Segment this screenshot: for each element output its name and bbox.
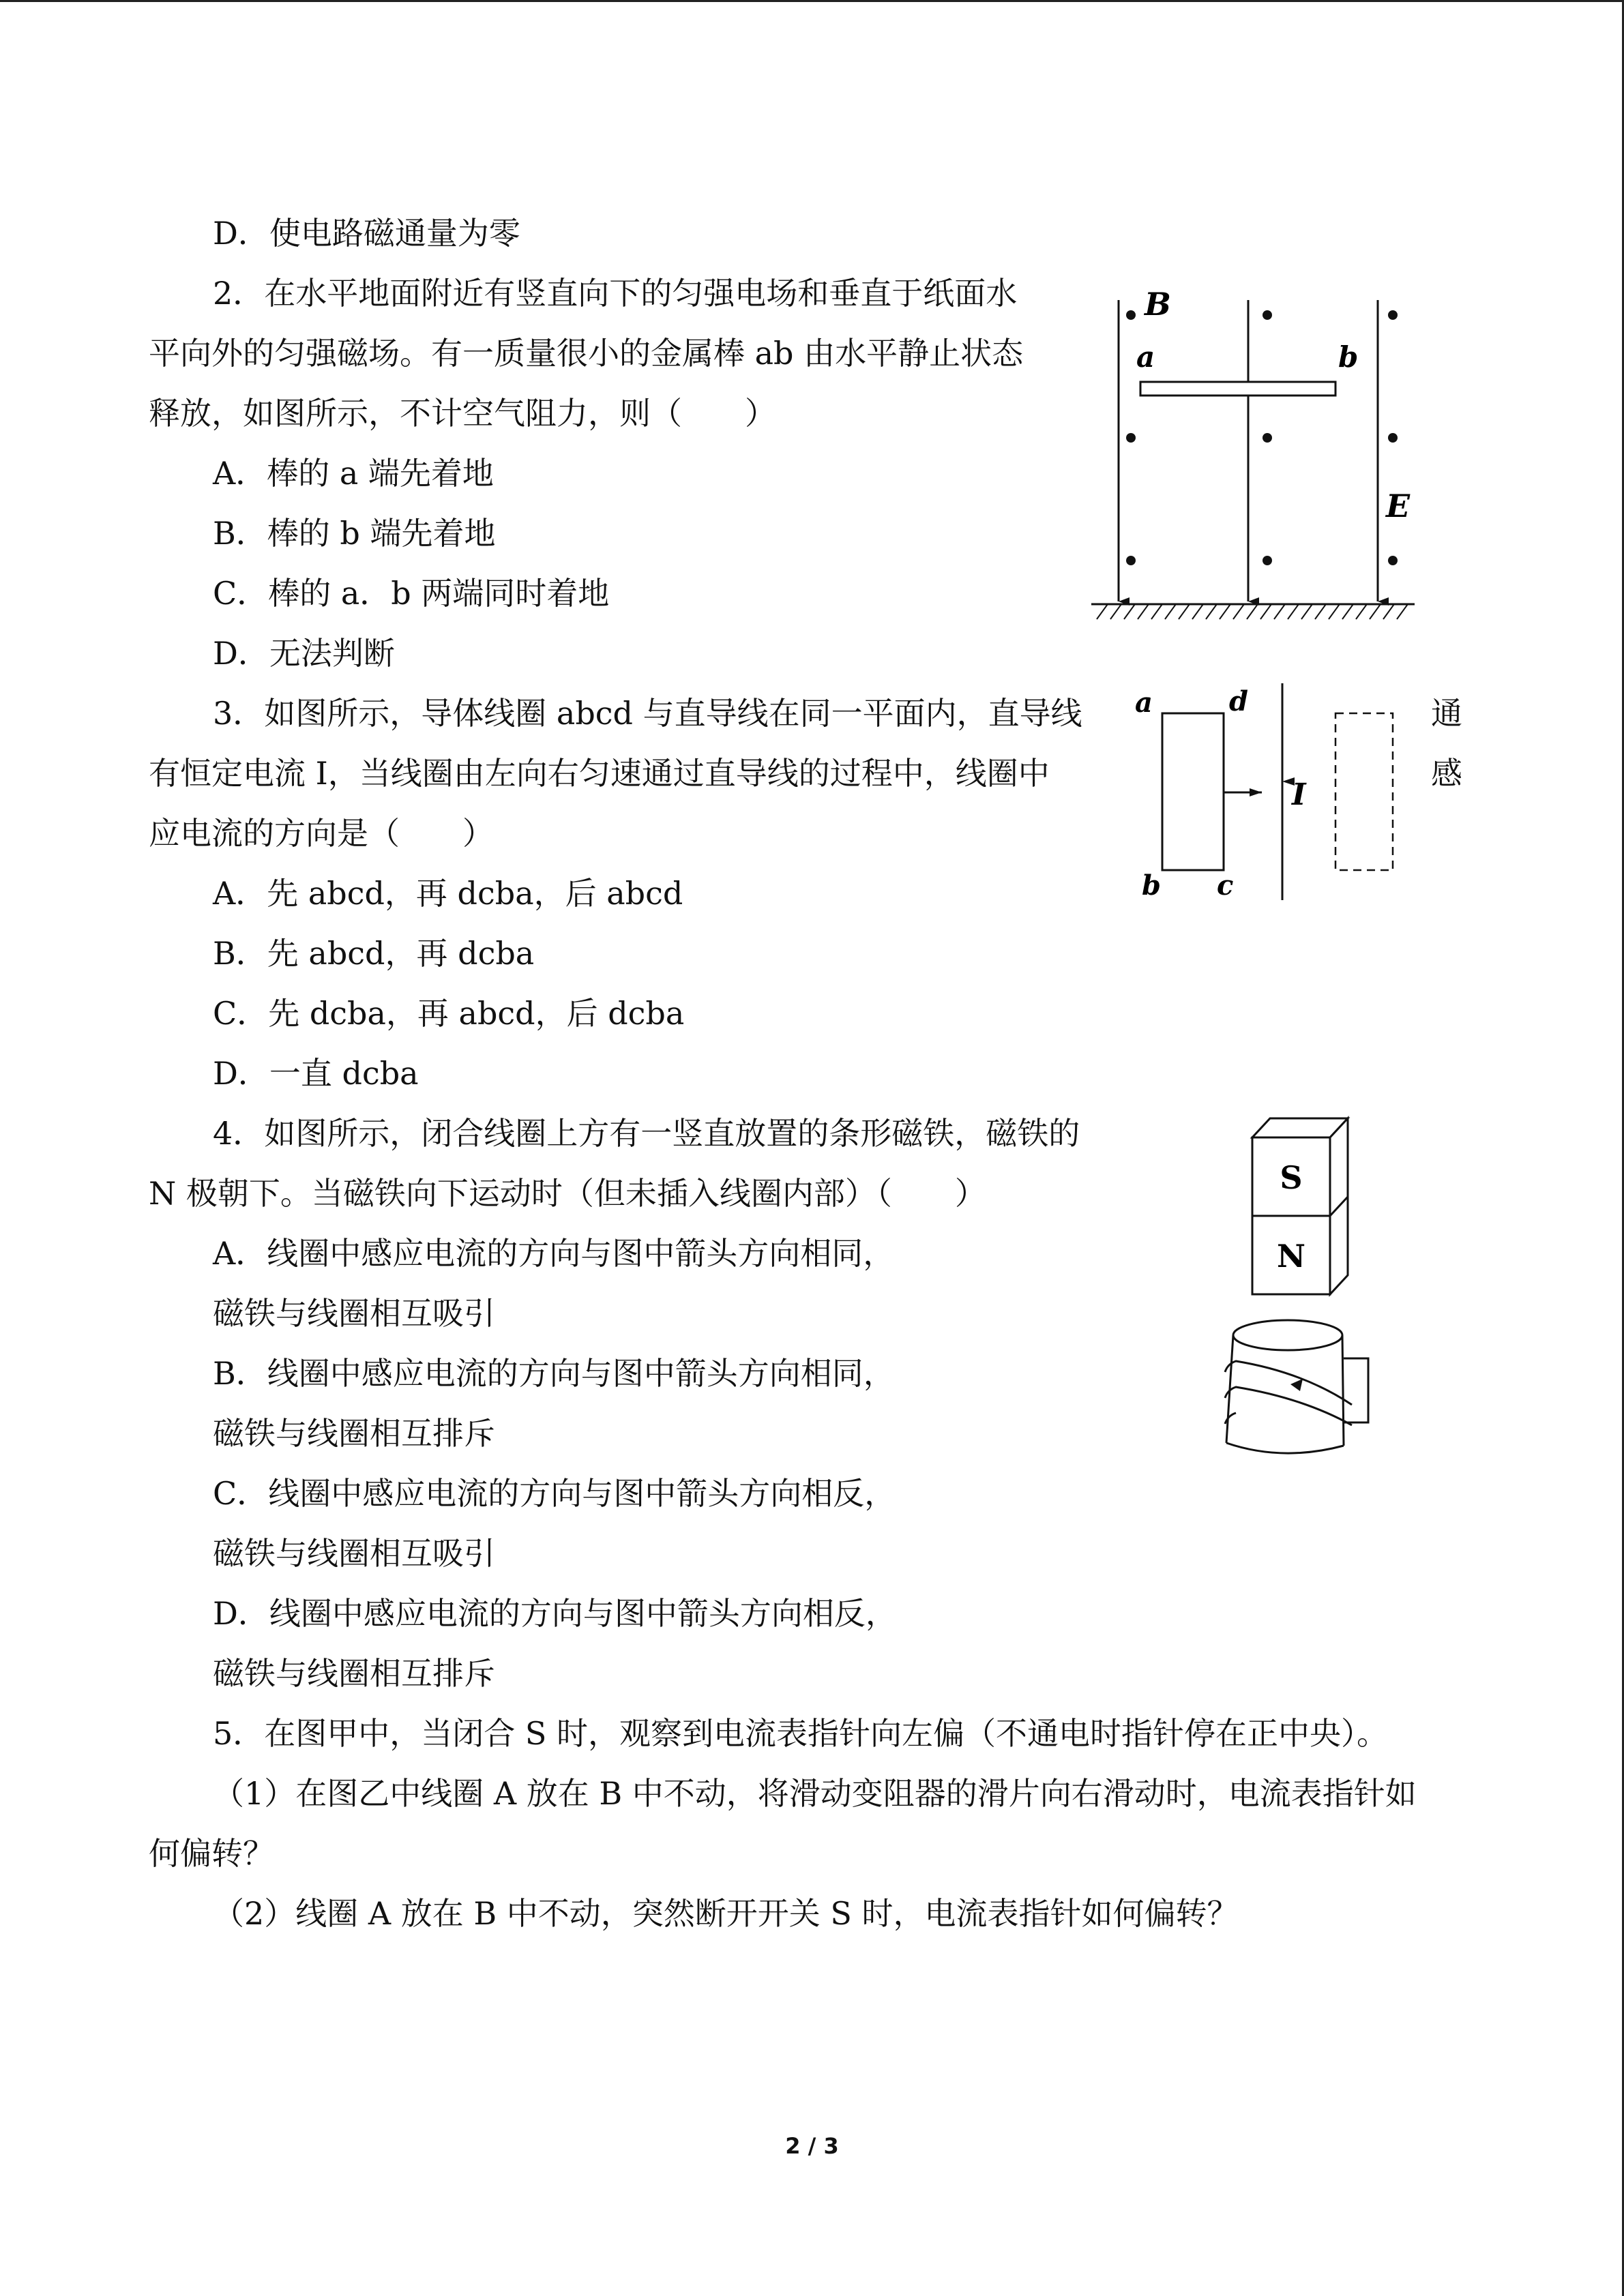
q2-option-c: C．棒的 a．b 两端同时着地 — [213, 575, 610, 612]
label-B: B — [1145, 286, 1171, 323]
q3-option-a: A．先 abcd，再 dcba，后 abcd — [213, 875, 683, 912]
q3-option-c: C．先 dcba，再 abcd，后 dcba — [213, 995, 685, 1032]
q3-stem-line1: 3．如图所示，导体线圈 abcd 与直导线在同一平面内，直导线 — [213, 695, 1082, 732]
q1-option-d: D．使电路磁通量为零 — [213, 215, 520, 252]
label-loop-b: b — [1142, 869, 1161, 901]
q4-stem-line2: N 极朝下。当磁铁向下运动时（但未插入线圈内部）（ ） — [149, 1175, 986, 1212]
q2-stem-line1: 2．在水平地面附近有竖直向下的匀强电场和垂直于纸面水 — [213, 275, 1018, 312]
page-number: 2 / 3 — [785, 2133, 839, 2159]
q4-option-a-line1: A．线圈中感应电流的方向与图中箭头方向相同， — [213, 1235, 895, 1272]
q4-option-d-line2: 磁铁与线圈相互排斥 — [213, 1655, 495, 1692]
q4-option-c-line2: 磁铁与线圈相互吸引 — [213, 1535, 495, 1572]
q4-option-c-line1: C．线圈中感应电流的方向与图中箭头方向相反， — [213, 1475, 896, 1512]
label-loop-a: a — [1135, 687, 1153, 719]
q3-option-b: B．先 abcd，再 dcba — [213, 935, 535, 972]
figure-rod-in-fields — [1078, 286, 1432, 627]
q4-option-b-line1: B．线圈中感应电流的方向与图中箭头方向相同， — [213, 1355, 895, 1392]
q2-option-a: A．棒的 a 端先着地 — [213, 455, 494, 492]
conductor-loop — [1162, 713, 1224, 870]
q2-stem-line2: 平向外的匀强磁场。有一质量很小的金属棒 ab 由水平静止状态 — [149, 335, 1024, 372]
q3-option-d: D．一直 dcba — [213, 1055, 419, 1092]
label-current-I: I — [1292, 777, 1306, 812]
figure-loop-and-wire — [1119, 675, 1419, 907]
q5-part1-line1: （1）在图乙中线圈 A 放在 B 中不动，将滑动变阻器的滑片向右滑动时，电流表指针如 — [213, 1775, 1417, 1812]
label-E: E — [1386, 488, 1411, 524]
q4-stem-line1: 4．如图所示，闭合线圈上方有一竖直放置的条形磁铁，磁铁的 — [213, 1115, 1080, 1152]
q3-stem-line3: 应电流的方向是（ ） — [149, 815, 494, 852]
q4-option-b-line2: 磁铁与线圈相互排斥 — [213, 1415, 495, 1452]
ground-hatching — [1097, 604, 1408, 619]
figure-magnet-and-coil — [1207, 1105, 1398, 1473]
q2-option-b: B．棒的 b 端先着地 — [213, 515, 496, 552]
q4-option-d-line1: D．线圈中感应电流的方向与图中箭头方向相反， — [213, 1595, 897, 1632]
label-loop-c: c — [1217, 869, 1234, 901]
q4-option-a-line2: 磁铁与线圈相互吸引 — [213, 1295, 495, 1332]
q3-stem-line2: 有恒定电流 I，当线圈由左向右匀速通过直导线的过程中，线圈中 — [149, 755, 1050, 792]
label-rod-b: b — [1338, 340, 1359, 374]
q5-part1-line2: 何偏转？ — [149, 1835, 274, 1872]
coil-current-arrow — [1290, 1379, 1303, 1391]
margin-fragment-2: 感 — [1431, 755, 1462, 792]
q2-option-d: D．无法判断 — [213, 635, 395, 672]
magnet-pole-S: S — [1280, 1159, 1303, 1196]
q5-stem: 5．在图甲中，当闭合 S 时，观察到电流表指针向左偏（不通电时指针停在正中央）。 — [213, 1715, 1389, 1752]
label-rod-a: a — [1136, 340, 1155, 374]
loop-final-position — [1335, 713, 1393, 870]
page-border-top — [0, 0, 1624, 2]
metal-rod — [1140, 382, 1335, 396]
q2-stem-line3: 释放，如图所示，不计空气阻力，则（ ） — [149, 395, 776, 432]
label-loop-d: d — [1229, 685, 1248, 717]
magnet-pole-N: N — [1276, 1238, 1306, 1274]
margin-fragment-1: 通 — [1431, 695, 1462, 732]
q5-part2: （2）线圈 A 放在 B 中不动，突然断开开关 S 时，电流表指针如何偏转？ — [213, 1895, 1239, 1932]
